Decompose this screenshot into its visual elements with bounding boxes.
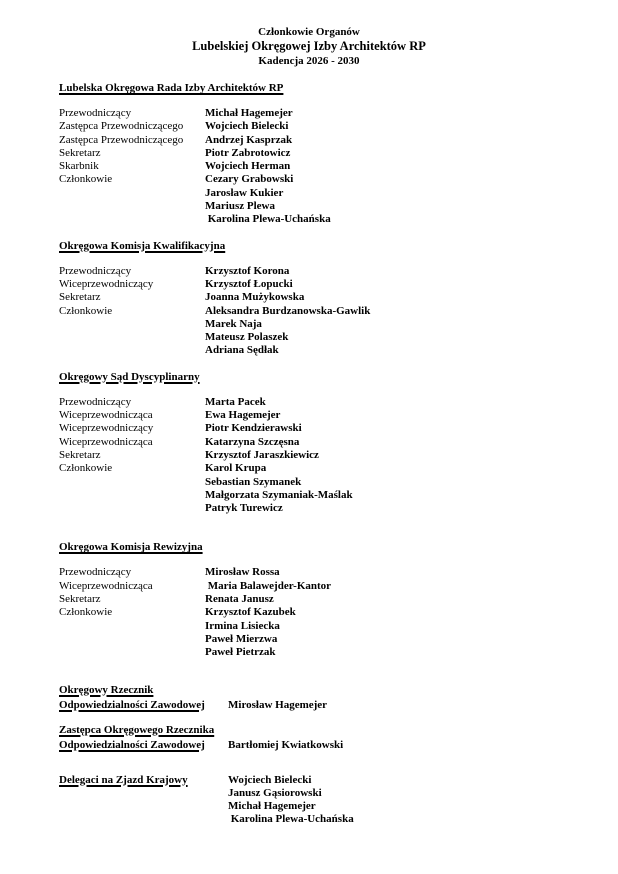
member-rows [59,396,618,516]
section-heading-text: Lubelska Okręgowa Rada Izby Architektów RP [59,82,284,94]
member-name: Mirosław Rossa [205,566,280,579]
delegates-heading-text: Delegaci na Zjazd Krajowy [59,773,188,786]
section-zastepca-rzecznika [59,723,618,753]
sections [59,81,618,827]
member-name: Paweł Mierzwa [205,632,278,645]
member-name: Adriana Sędłak [205,344,279,357]
member-name: Aleksandra Burdzanowska-Gawlik [205,304,371,317]
member-name: Małgorzata Szymaniak-Maślak [205,488,353,501]
officer-heading [59,683,228,713]
member-rows [59,265,618,358]
table-row [59,291,618,304]
member-name: Piotr Kendzierawski [205,422,302,435]
role-label [59,187,205,200]
section-heading-text: Okręgowa Komisja Kwalifikacyjna [59,239,226,252]
role-label: Sekretarz [59,448,101,461]
section-heading-text: Okręgowy Sąd Dyscyplinarny [59,370,200,383]
role-label [59,476,205,489]
role-label: Wiceprzewodniczący [59,422,154,435]
section-heading [59,370,618,384]
member-rows [59,107,618,227]
section-heading [59,239,618,253]
role-label [59,200,205,213]
member-name: Sebastian Szymanek [205,475,302,488]
table-row [59,646,618,659]
member-name: Piotr Zabrotowicz [205,146,291,159]
member-name: Wojciech Bielecki [228,773,312,786]
member-name: Krzysztof Łopucki [205,277,293,290]
role-label [59,633,205,646]
member-name: Krzysztof Kazubek [205,606,296,619]
section-komisja-rewizyjna [59,540,618,659]
role-label: Przewodniczący [59,395,132,408]
member-name: Cezary Grabowski [205,173,294,186]
member-name: Karol Krupa [205,462,267,475]
officer-heading-text: Zastępca Okręgowego Rzecznika [59,723,215,736]
table-row [59,318,618,331]
table-row [59,409,618,422]
member-name: Marta Pacek [205,395,266,408]
member-name: Janusz Gąsiorowski [228,786,322,799]
table-row [59,422,618,435]
officer-heading-line [59,683,228,698]
table-row [59,396,618,409]
role-label [59,620,205,633]
role-label: Skarbnik [59,160,99,173]
member-name: Michał Hagemejer [205,107,293,119]
delegate-names [228,774,354,827]
role-label: Członkowie [59,173,113,186]
table-row [59,606,618,619]
table-row [59,566,618,579]
member-name: Jarosław Kukier [205,186,284,199]
role-label: Wiceprzewodnicząca [59,409,153,422]
member-name: Ewa Hagemejer [205,409,281,422]
member-name: Marek Naja [205,317,262,330]
role-label: Przewodniczący [59,264,132,277]
table-row [59,120,618,133]
table-row [59,147,618,160]
officer-heading-line [59,738,228,753]
role-label: Przewodniczący [59,566,132,579]
table-row [59,633,618,646]
section-rada [59,81,618,227]
member-rows [59,566,618,659]
title-line-2: Lubelskiej Okręgowej Izby Architektów RP [192,39,426,53]
table-row [59,593,618,606]
role-label: Członkowie [59,304,113,317]
table-row [59,134,618,147]
table-row [59,344,618,357]
role-label [59,646,205,659]
member-name: Wojciech Bielecki [205,120,289,133]
member-name: Karolina Plewa-Uchańska [228,813,354,826]
member-name: Joanna Mużykowska [205,291,305,304]
role-label [59,344,205,357]
section-heading [59,540,618,554]
role-label [59,331,205,344]
table-row [59,187,618,200]
document-title [0,0,618,68]
officer-heading-line [59,723,228,738]
table-row [59,502,618,515]
member-name: Krzysztof Korona [205,264,290,277]
title-line-1: Członkowie Organów [258,26,360,38]
member-name: Paweł Pietrzak [205,646,276,659]
role-label [59,213,205,226]
officer-heading-line [59,698,228,713]
section-heading [59,81,618,95]
role-label: Wiceprzewodniczący [59,277,154,290]
member-name: Michał Hagemejer [228,800,316,813]
section-komisja-kwalifikacyjna [59,239,618,358]
role-label: Sekretarz [59,291,101,304]
table-row [59,331,618,344]
table-row [59,620,618,633]
section-delegaci [59,774,618,827]
member-name: Maria Balawejder-Kantor [205,579,332,592]
role-label [59,489,205,502]
role-label: Sekretarz [59,146,101,159]
section-rzecznik [59,683,618,713]
member-name: Mirosław Hagemejer [228,698,328,711]
table-row [59,213,618,226]
member-name: Irmina Lisiecka [205,619,280,632]
member-name: Andrzej Kasprzak [205,133,293,146]
officer-heading-text: Okręgowy Rzecznik [59,683,154,696]
table-row [59,265,618,278]
role-label: Zastępca Przewodniczącego [59,120,184,133]
member-name: Krzysztof Jaraszkiewicz [205,448,319,461]
member-name: Wojciech Herman [205,160,291,173]
role-label [59,502,205,515]
delegates-heading [59,774,228,787]
table-row [59,489,618,502]
officer-heading [59,723,228,753]
table-row [59,462,618,475]
role-label: Wiceprzewodnicząca [59,579,153,592]
table-row [59,200,618,213]
table-row [59,580,618,593]
officer-heading-text: Odpowiedzialności Zawodowej [59,738,205,751]
table-row [59,305,618,318]
section-heading-text: Okręgowa Komisja Rewizyjna [59,541,203,554]
member-name: Bartłomiej Kwiatkowski [228,738,344,751]
table-row [59,107,618,120]
title-line-3: Kadencja 2026 - 2030 [258,55,360,67]
table-row [59,449,618,462]
member-name: Patryk Turewicz [205,502,283,515]
officer-heading-text: Odpowiedzialności Zawodowej [59,698,205,711]
member-name: Renata Janusz [205,593,274,606]
role-label: Zastępca Przewodniczącego [59,133,184,146]
member-name: Katarzyna Szczęsna [205,435,300,448]
role-label: Sekretarz [59,593,101,606]
role-label [59,318,205,331]
role-label: Przewodniczący [59,107,132,119]
role-label: Członkowie [59,462,113,475]
role-label: Członkowie [59,606,113,619]
table-row [59,278,618,291]
table-row [59,436,618,449]
table-row [59,476,618,489]
member-name: Mateusz Polaszek [205,331,289,344]
role-label: Wiceprzewodnicząca [59,435,153,448]
member-name: Karolina Plewa-Uchańska [205,213,331,226]
section-sad-dyscyplinarny [59,370,618,516]
table-row [59,160,618,173]
table-row [59,173,618,186]
member-name: Mariusz Plewa [205,200,275,213]
